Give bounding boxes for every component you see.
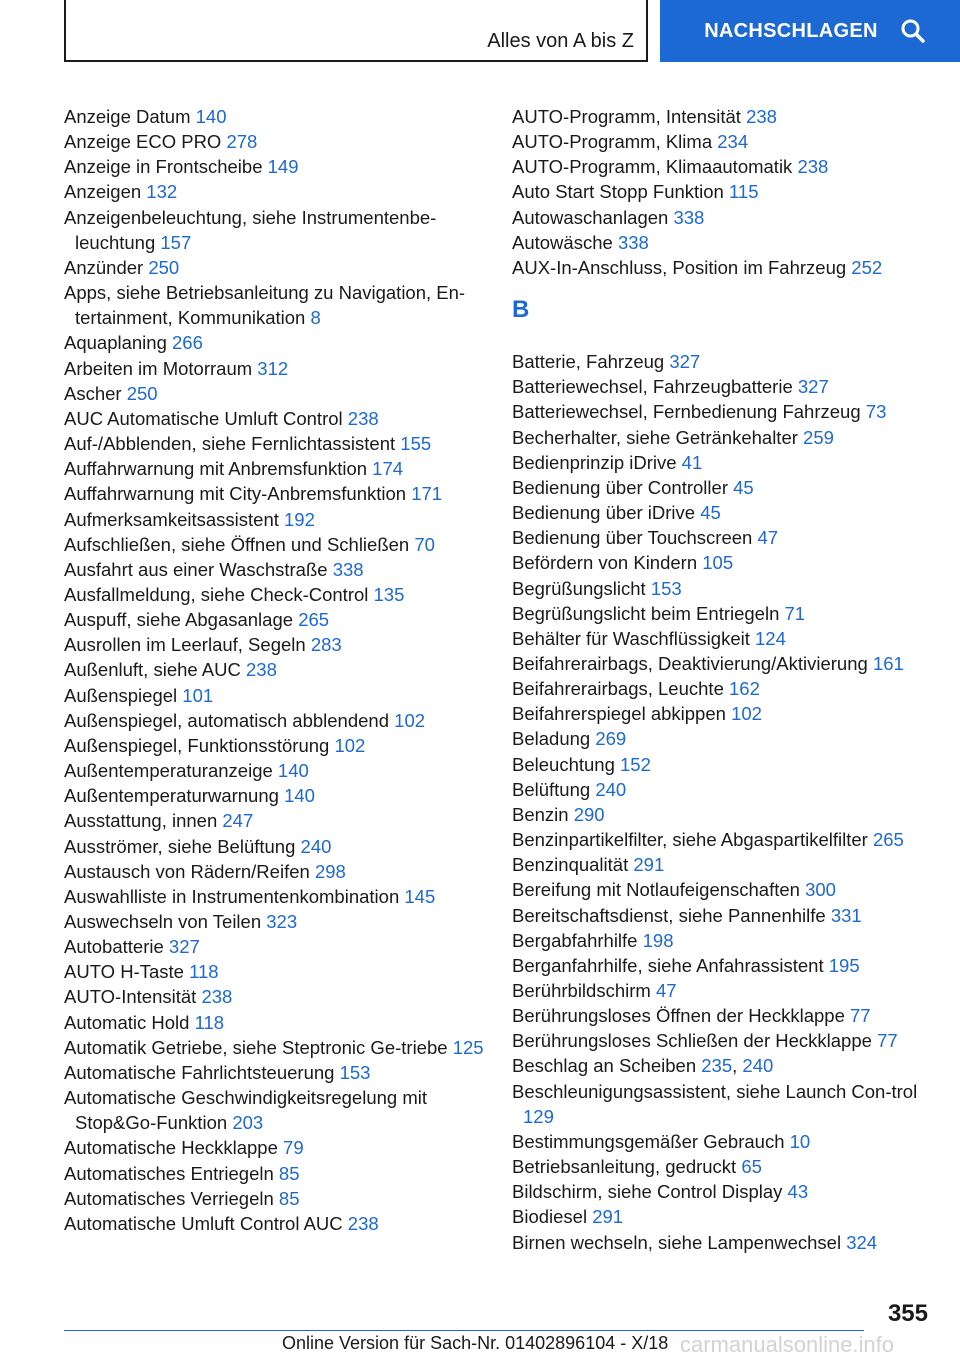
index-entry [64, 557, 484, 582]
index-entry [512, 651, 932, 676]
index-entry-term: Automatik Getriebe, siehe Steptronic Ge-triebe [64, 1036, 448, 1058]
index-entry [64, 330, 484, 355]
page-link[interactable]: 265 [298, 609, 330, 631]
page-link[interactable]: 238 [797, 156, 829, 178]
index-entry-term: AUTO-Programm, Intensität [512, 106, 741, 127]
index-entry-term: Außenspiegel, automatisch abblendend [64, 709, 390, 731]
index-entry [512, 255, 932, 280]
watermark-logo: carmanualsonline.info [680, 1332, 895, 1357]
page-link[interactable]: 8 [310, 307, 321, 329]
page-link[interactable]: 149 [267, 156, 299, 178]
index-entry-term: Automatische Fahrlichtsteuerung [64, 1061, 335, 1083]
index-entry-term: Befördern von Kindern [512, 552, 698, 574]
page-link[interactable]: 115 [729, 181, 759, 203]
index-entry-term: Bestimmungsgemäßer Gebrauch [512, 1130, 785, 1152]
index-entry [64, 104, 484, 129]
index-entry [512, 701, 932, 726]
index-entry-term: Auswechseln von Teilen [64, 911, 262, 932]
page-link[interactable]: 135 [373, 583, 405, 605]
index-entry [64, 859, 484, 884]
index-entry [64, 708, 484, 733]
page-link[interactable]: 312 [257, 357, 289, 379]
index-entry [64, 406, 484, 431]
page-link[interactable]: 43 [787, 1181, 809, 1203]
index-entry-term: Arbeiten im Motorraum [64, 357, 253, 379]
page-link[interactable]: 338 [332, 558, 364, 580]
index-entry-term: AUTO-Programm, Klima [512, 131, 713, 153]
page-link[interactable]: 45 [733, 476, 754, 498]
page-link[interactable]: 157 [160, 231, 192, 253]
index-entry [64, 179, 484, 204]
page-link[interactable]: 291 [633, 854, 665, 876]
index-entry-term: Automatische Geschwindigkeitsregelung mit Stop&Go-Funktion [64, 1087, 427, 1134]
index-entry-term: Begrüßungslicht [512, 577, 646, 599]
index-entry-term: Belüftung [512, 778, 591, 800]
index-entry [512, 802, 932, 827]
index-entry [512, 374, 932, 399]
index-entry [64, 356, 484, 381]
index-entry-term: AUX-In-Anschluss, Position im Fahrzeug [512, 256, 847, 278]
index-entry [64, 205, 484, 255]
index-entry-term: Biodiesel [512, 1206, 588, 1228]
page-link[interactable]: 162 [729, 678, 760, 700]
letter-heading-b: B [512, 296, 530, 324]
page-link[interactable]: 247 [222, 810, 254, 832]
index-column-right [512, 104, 932, 1255]
page-link[interactable]: 240 [595, 778, 627, 800]
footer-text: Online Version für Sach-Nr. 01402896104 - X/18 [282, 1333, 669, 1353]
index-entry [64, 657, 484, 682]
index-entry-term: Bedienung über Controller [512, 476, 728, 498]
page-link[interactable]: 240 [300, 835, 332, 857]
index-entry [512, 230, 932, 255]
page-link[interactable]: 327 [797, 376, 829, 398]
index-entry [64, 733, 484, 758]
page-link[interactable]: 338 [617, 231, 649, 253]
index-entry-term: Benzinpartikelfilter, siehe Abgaspartikelfilter [512, 829, 868, 851]
page-link[interactable]: 41 [681, 451, 703, 473]
index-entry [512, 626, 932, 651]
index-entry-term: Autowäsche [512, 231, 613, 253]
index-entry [64, 884, 484, 909]
index-entry [64, 280, 484, 330]
index-entry-term: Ausströmer, siehe Belüftung [64, 835, 296, 857]
header-title-box [64, 0, 648, 62]
index-entry [512, 777, 932, 802]
index-entry-term: Birnen wechseln, siehe Lampenwechsel [512, 1231, 842, 1253]
page-link[interactable]: 283 [310, 634, 342, 656]
index-entry [512, 1028, 932, 1053]
page-link[interactable]: 234 [717, 131, 749, 153]
page-link[interactable]: 331 [830, 904, 862, 926]
page-link[interactable]: 250 [148, 256, 180, 278]
index-entry [64, 783, 484, 808]
index-entry [64, 683, 484, 708]
page-link[interactable]: 102 [334, 734, 366, 756]
index-entry [512, 500, 932, 525]
page-link[interactable]: 70 [414, 533, 435, 555]
page-link[interactable]: 101 [182, 684, 214, 706]
index-entry-term: Aquaplaning [64, 332, 167, 354]
page-link[interactable]: 47 [757, 527, 779, 549]
page-link[interactable]: 10 [789, 1130, 811, 1152]
index-entry [64, 1010, 484, 1035]
index-entry-term: Beladung [512, 728, 591, 750]
index-entry-term: Ausfallmeldung, siehe Check-Control [64, 583, 369, 605]
index-entry [512, 550, 932, 575]
page-link[interactable]: 252 [851, 256, 883, 278]
index-entry [64, 1060, 484, 1085]
index-entry [64, 959, 484, 984]
section-tab-nachschlagen[interactable] [660, 0, 960, 62]
index-entry-term: Benzinqualität [512, 854, 629, 876]
page-link[interactable]: 132 [146, 181, 178, 203]
page-link[interactable]: 198 [642, 929, 674, 951]
index-entry [64, 808, 484, 833]
index-entry [512, 827, 932, 852]
index-entry [64, 1085, 484, 1135]
index-entry [64, 154, 484, 179]
page-link[interactable]: 155 [400, 433, 432, 455]
index-entry-term: Anzeigenbeleuchtung, siehe Instrumentenbe-leuchtung [64, 206, 437, 253]
footer-divider [64, 1330, 864, 1331]
page-link[interactable]: 195 [828, 954, 860, 976]
index-entry [64, 129, 484, 154]
index-entry-term: Begrüßungslicht beim Entriegeln [512, 602, 780, 624]
index-entry [512, 1204, 932, 1229]
index-entry: Beschlag an Scheiben 235, 240 [512, 1055, 774, 1077]
index-entry-term: Anzeige Datum [64, 106, 191, 127]
page-link[interactable]: 238 [347, 1212, 379, 1234]
index-entry [64, 1135, 484, 1160]
index-entry [64, 834, 484, 859]
index-entry-term: Behälter für Waschflüssigkeit [512, 627, 750, 649]
page-link[interactable]: 278 [226, 131, 258, 153]
page-link[interactable]: 290 [573, 803, 605, 825]
index-group-a-continued [512, 104, 932, 280]
index-entry [512, 1179, 932, 1204]
index-entry [64, 1211, 484, 1236]
index-entry-term: Bildschirm, siehe Control Display [512, 1181, 783, 1203]
index-entry-term: AUTO-Intensität [64, 986, 197, 1008]
index-entry-term: Batterie, Fahrzeug [512, 351, 665, 373]
index-entry [64, 481, 484, 506]
index-entry-term: Bedienung über Touchscreen [512, 527, 753, 549]
index-group-b [512, 349, 932, 1255]
index-entry-term: Automatische Heckklappe [64, 1137, 278, 1159]
page-link[interactable]: 124 [755, 627, 786, 649]
index-entry-term: Ascher [64, 382, 122, 404]
index-entry-term: Anzeigen [64, 181, 142, 203]
page-link[interactable]: 140 [284, 785, 315, 807]
page-link[interactable]: 71 [784, 602, 806, 624]
page-link[interactable]: 269 [595, 728, 627, 750]
index-entry-term: Aufschließen, siehe Öffnen und Schließen [64, 533, 410, 555]
page-link[interactable]: 327 [669, 351, 701, 373]
index-entry-term: Autobatterie [64, 936, 164, 958]
index-entry [64, 758, 484, 783]
page-link[interactable]: 79 [283, 1137, 304, 1159]
index-entry-term: Außenspiegel, Funktionsstörung [64, 734, 330, 756]
page-link[interactable]: 77 [850, 1005, 871, 1027]
page-link[interactable]: 47 [655, 980, 677, 1001]
index-entry-term: Außentemperaturwarnung [64, 785, 279, 807]
page-link[interactable]: 323 [266, 911, 298, 932]
index-entry-term: Bergabfahrhilfe [512, 929, 638, 951]
page-link[interactable]: 238 [746, 106, 777, 127]
index-entry [512, 1003, 932, 1028]
page-link[interactable]: 238 [347, 407, 379, 429]
page-link[interactable]: 152 [620, 753, 651, 775]
index-entry [512, 104, 932, 129]
page-link[interactable]: 240 [742, 1055, 774, 1077]
index-entry-term: Anzünder [64, 256, 144, 278]
index-entry [64, 909, 484, 934]
page-link[interactable]: 266 [172, 332, 203, 354]
header-title: Alles von A bis Z [487, 30, 634, 52]
index-entry-term: Ausfahrt aus einer Waschstraße [64, 558, 328, 580]
index-entry [64, 255, 484, 280]
page-link[interactable]: 259 [803, 426, 834, 448]
index-entry [512, 877, 932, 902]
index-entry-term: Außenspiegel [64, 684, 178, 706]
index-entry-term: Beifahrerspiegel abkippen [512, 703, 726, 725]
index-entry-term: Batteriewechsel, Fernbedienung Fahrzeug [512, 401, 861, 423]
page-link[interactable]: 153 [650, 577, 682, 599]
index-entry [512, 1154, 932, 1179]
page-link[interactable]: 145 [404, 885, 436, 907]
index-entry [512, 601, 932, 626]
index-entry [512, 953, 932, 978]
page-link[interactable]: 105 [702, 552, 734, 574]
page-number: 355 [887, 1300, 928, 1327]
index-entry [64, 507, 484, 532]
index-entry [64, 632, 484, 657]
index-entry [64, 984, 484, 1009]
index-entry-term: Auto Start Stopp Funktion [512, 181, 724, 203]
index-entry-term: Bedienprinzip iDrive [512, 451, 677, 473]
index-entry-term: Automatisches Entriegeln [64, 1162, 274, 1184]
page-link[interactable]: 265 [872, 829, 904, 851]
index-entry [64, 582, 484, 607]
index-entry-term: Aufmerksamkeitsassistent [64, 508, 279, 530]
index-entry-term: Bereitschaftsdienst, siehe Pannenhilfe [512, 904, 826, 926]
search-icon[interactable] [900, 18, 926, 44]
page-link[interactable]: 338 [673, 206, 705, 228]
index-entry-term: Auf-/Abblenden, siehe Fernlichtassistent [64, 433, 396, 455]
page-link[interactable]: 125 [452, 1036, 484, 1058]
page-link[interactable]: 45 [700, 502, 721, 524]
index-entry-term: Beleuchtung [512, 753, 615, 775]
index-entry [512, 349, 932, 374]
index-entry-term: Berührungsloses Öffnen der Heckklappe [512, 1005, 845, 1027]
page-link[interactable]: 171 [411, 483, 443, 505]
index-entry-term: AUTO-Programm, Klimaautomatik [512, 156, 793, 178]
page-link[interactable]: 238 [201, 986, 233, 1008]
index-entry-term: AUC Automatische Umluft Control [64, 407, 343, 429]
index-entry [64, 934, 484, 959]
index-entry-term: Austausch von Rädern/Reifen [64, 860, 310, 882]
index-entry-term: Anzeige in Frontscheibe [64, 156, 263, 178]
index-entry [512, 978, 932, 1003]
index-entry-term: Berührungsloses Schließen der Heckklappe [512, 1030, 872, 1052]
page-link[interactable]: 129 [523, 1105, 554, 1127]
index-entry-term: Anzeige ECO PRO [64, 131, 222, 153]
index-entry [512, 903, 932, 928]
index-entry-term: Auffahrwarnung mit Anbremsfunktion [64, 458, 368, 480]
index-entry [512, 852, 932, 877]
index-entry-term: Batteriewechsel, Fahrzeugbatterie [512, 376, 793, 398]
index-entry-term: Beifahrerairbags, Leuchte [512, 678, 724, 700]
page-link[interactable]: 140 [277, 760, 309, 782]
index-entry [512, 129, 932, 154]
page-link[interactable]: 85 [278, 1162, 300, 1184]
index-entry [64, 532, 484, 557]
index-entry-term: Ausstattung, innen [64, 810, 218, 832]
index-entry-term: Berganfahrhilfe, siehe Anfahrassistent [512, 954, 824, 976]
index-entry [512, 475, 932, 500]
index-entry-term: Beschleunigungsassistent, siehe Launch Con-trol [512, 1080, 918, 1102]
index-entry-term: Auspuff, siehe Abgasanlage [64, 609, 294, 631]
page-link[interactable]: 298 [314, 860, 346, 882]
index-entry-term: Bedienung über iDrive [512, 502, 696, 524]
index-entry [512, 576, 932, 601]
page-link[interactable]: 153 [339, 1061, 371, 1083]
index-entry-term: Autowaschanlagen [512, 206, 669, 228]
index-entry [64, 607, 484, 632]
page-link[interactable]: 327 [168, 936, 200, 958]
index-entry [512, 425, 932, 450]
index-entry [512, 399, 932, 424]
index-entry-term: Benzin [512, 803, 569, 825]
index-entry-term: Automatic Hold [64, 1011, 190, 1033]
page-link[interactable]: 192 [284, 508, 315, 530]
index-entry-term: Automatische Umluft Control AUC [64, 1212, 343, 1234]
page-link[interactable]: 140 [195, 106, 227, 127]
page-link[interactable]: 73 [865, 401, 887, 423]
index-entry-term: Außenluft, siehe AUC [64, 659, 241, 681]
index-entry [64, 1035, 484, 1060]
index-entry-term: Bereifung mit Notlaufeigenschaften [512, 879, 800, 901]
page-link[interactable]: 102 [731, 703, 762, 725]
index-entry [512, 726, 932, 751]
page-link[interactable]: 324 [846, 1231, 878, 1253]
index-entry-term: Apps, siehe Betriebsanleitung zu Navigation, En-tertainment, Kommunikation [64, 282, 466, 329]
page-link[interactable]: 102 [394, 709, 426, 731]
page-link[interactable]: 85 [278, 1187, 300, 1209]
index-entry-term: Automatisches Verriegeln [64, 1187, 274, 1209]
index-entry-term: AUTO H-Taste [64, 961, 184, 983]
index-entry [64, 1186, 484, 1211]
page-link[interactable]: 174 [372, 458, 404, 480]
index-entry [512, 154, 932, 179]
index-entry [512, 179, 932, 204]
index-entry [64, 1161, 484, 1186]
page-link[interactable]: 203 [232, 1112, 264, 1134]
page-link[interactable]: 118 [189, 961, 219, 983]
index-entry [512, 1079, 932, 1129]
page-link[interactable]: 235 [701, 1055, 733, 1077]
index-entry [512, 676, 932, 701]
page-link[interactable]: 77 [877, 1030, 898, 1052]
index-entry [512, 1230, 932, 1255]
index-column-left [64, 104, 484, 1236]
page-link[interactable]: 291 [592, 1206, 624, 1228]
index-entry [512, 1129, 932, 1154]
page-link[interactable]: 161 [872, 652, 904, 674]
index-entry [512, 205, 932, 230]
index-entry-term: Betriebsanleitung, gedruckt [512, 1156, 737, 1178]
index-entry-term: Beschlag an Scheiben [512, 1055, 697, 1077]
index-entry [512, 450, 932, 475]
index-entry-term: Auswahlliste in Instrumentenkombination [64, 885, 400, 907]
index-entry-term: Ausrollen im Leerlauf, Segeln [64, 634, 306, 656]
index-entry [512, 752, 932, 777]
page-link[interactable]: 300 [805, 879, 836, 901]
index-entry [64, 381, 484, 406]
index-entry-term: Becherhalter, siehe Getränkehalter [512, 426, 798, 448]
index-entry-term: Beifahrerairbags, Deaktivierung/Aktivierung [512, 652, 868, 674]
index-entry [512, 525, 932, 550]
page-link[interactable]: 250 [126, 382, 158, 404]
index-entry-term: Außentemperaturanzeige [64, 760, 273, 782]
page-link[interactable]: 238 [246, 659, 277, 681]
index-entry [64, 431, 484, 456]
index-entry [512, 928, 932, 953]
page-link[interactable]: 118 [194, 1011, 225, 1033]
index-entry [64, 456, 484, 481]
index-entry-term: Berührbildschirm [512, 980, 651, 1001]
section-label: NACHSCHLAGEN [704, 19, 878, 42]
index-entry-term: Auffahrwarnung mit City-Anbremsfunktion [64, 483, 407, 505]
page-link[interactable]: 65 [741, 1156, 762, 1178]
